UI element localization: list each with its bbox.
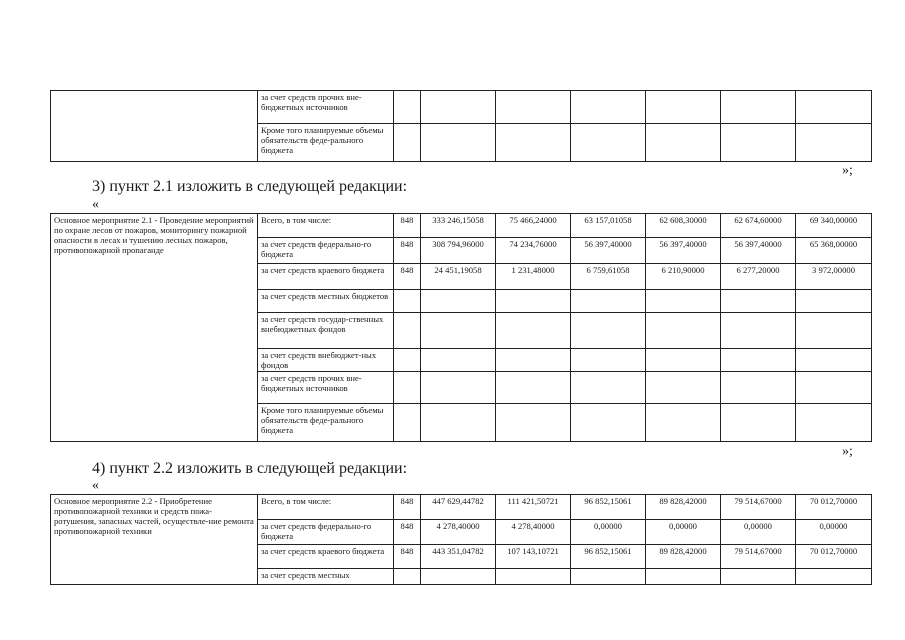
funding-source-label: за счет средств краевого бюджета bbox=[258, 264, 394, 290]
opening-quote: « bbox=[92, 197, 99, 212]
budget-code: 848 bbox=[394, 520, 421, 545]
funding-source-label: за счет средств краевого бюджета bbox=[258, 545, 394, 569]
funding-source-label: за счет средств местных бюджетов bbox=[258, 290, 394, 313]
measure-description: Основное мероприятие 2.1 - Проведение мероприятий по охране лесов от пожаров, мониторингу пожарной опасности в лесах и тушению лесных пожаров, противопожарной пропаганде bbox=[51, 214, 258, 442]
measure-description: Основное мероприятие 2.2 - Приобретение противопожарной техники и средств пожа-ротушения, запасных частей, осуществле-ние ремонта противопожарной техники bbox=[51, 495, 258, 585]
funding-source-label: Всего, в том числе: bbox=[258, 214, 394, 238]
value-cell: 0,00000 bbox=[646, 520, 721, 545]
value-cell: 62 674,60000 bbox=[721, 214, 796, 238]
value-cell: 79 514,67000 bbox=[721, 545, 796, 569]
value-cell: 4 278,40000 bbox=[496, 520, 571, 545]
value-cell: 75 466,24000 bbox=[496, 214, 571, 238]
value-cell: 89 828,42000 bbox=[646, 495, 721, 520]
budget-code: 848 bbox=[394, 264, 421, 290]
value-cell: 62 608,30000 bbox=[646, 214, 721, 238]
measure-cell bbox=[51, 91, 258, 162]
value-cell: 96 852,15061 bbox=[571, 495, 646, 520]
value-cell: 56 397,40000 bbox=[571, 238, 646, 264]
section-heading: 3) пункт 2.1 изложить в следующей редакции: bbox=[92, 178, 408, 195]
budget-code: 848 bbox=[394, 214, 421, 238]
value-cell: 0,00000 bbox=[721, 520, 796, 545]
value-cell: 74 234,76000 bbox=[496, 238, 571, 264]
closing-quote: »; bbox=[842, 163, 853, 178]
funding-source-label: Кроме того планируемые объемы обязательств феде-рального бюджета bbox=[258, 404, 394, 442]
table-section3 bbox=[50, 213, 872, 442]
value-cell: 443 351,04782 bbox=[421, 545, 496, 569]
funding-source-label: за счет средств прочих вне-бюджетных источников bbox=[258, 372, 394, 404]
value-cell: 96 852,15061 bbox=[571, 545, 646, 569]
table-row bbox=[51, 91, 872, 124]
value-cell: 333 246,15058 bbox=[421, 214, 496, 238]
table-block0 bbox=[50, 90, 872, 162]
value-cell: 6 759,61058 bbox=[571, 264, 646, 290]
value-cell: 56 397,40000 bbox=[721, 238, 796, 264]
value-cell: 308 794,96000 bbox=[421, 238, 496, 264]
value-cell: 111 421,50721 bbox=[496, 495, 571, 520]
value-cell: 89 828,42000 bbox=[646, 545, 721, 569]
closing-quote: »; bbox=[842, 444, 853, 459]
value-cell: 56 397,40000 bbox=[646, 238, 721, 264]
budget-code: 848 bbox=[394, 545, 421, 569]
budget-code: 848 bbox=[394, 238, 421, 264]
table-section4 bbox=[50, 494, 872, 585]
value-cell: 63 157,01058 bbox=[571, 214, 646, 238]
funding-source-label: за счет средств федерально-го бюджета bbox=[258, 238, 394, 264]
budget-code: 848 bbox=[394, 495, 421, 520]
opening-quote: « bbox=[92, 478, 99, 493]
value-cell: 4 278,40000 bbox=[421, 520, 496, 545]
table-row bbox=[51, 214, 872, 238]
value-cell: 6 210,90000 bbox=[646, 264, 721, 290]
funding-source-label: Всего, в том числе: bbox=[258, 495, 394, 520]
value-cell: 0,00000 bbox=[571, 520, 646, 545]
value-cell: 0,00000 bbox=[796, 520, 872, 545]
funding-source-label: за счет средств местных bbox=[258, 569, 394, 585]
funding-source-label: за счет средств федерально-го бюджета bbox=[258, 520, 394, 545]
value-cell: 79 514,67000 bbox=[721, 495, 796, 520]
value-cell: 107 143,10721 bbox=[496, 545, 571, 569]
value-cell: 69 340,00000 bbox=[796, 214, 872, 238]
value-cell: 6 277,20000 bbox=[721, 264, 796, 290]
value-cell: 70 012,70000 bbox=[796, 495, 872, 520]
funding-source-label: за счет средств государ-ственных внебюджетных фондов bbox=[258, 313, 394, 349]
value-cell: 447 629,44782 bbox=[421, 495, 496, 520]
value-cell: 3 972,00000 bbox=[796, 264, 872, 290]
value-cell: 24 451,19058 bbox=[421, 264, 496, 290]
table-row bbox=[51, 495, 872, 520]
funding-source-label: Кроме того планируемые объемы обязательств феде-рального бюджета bbox=[258, 124, 394, 162]
value-cell: 1 231,48000 bbox=[496, 264, 571, 290]
section-heading: 4) пункт 2.2 изложить в следующей редакции: bbox=[92, 460, 408, 477]
value-cell: 65 368,00000 bbox=[796, 238, 872, 264]
value-cell: 70 012,70000 bbox=[796, 545, 872, 569]
funding-source-label: за счет средств внебюджет-ных фондов bbox=[258, 349, 394, 372]
funding-source-label: за счет средств прочих вне-бюджетных источников bbox=[258, 91, 394, 124]
